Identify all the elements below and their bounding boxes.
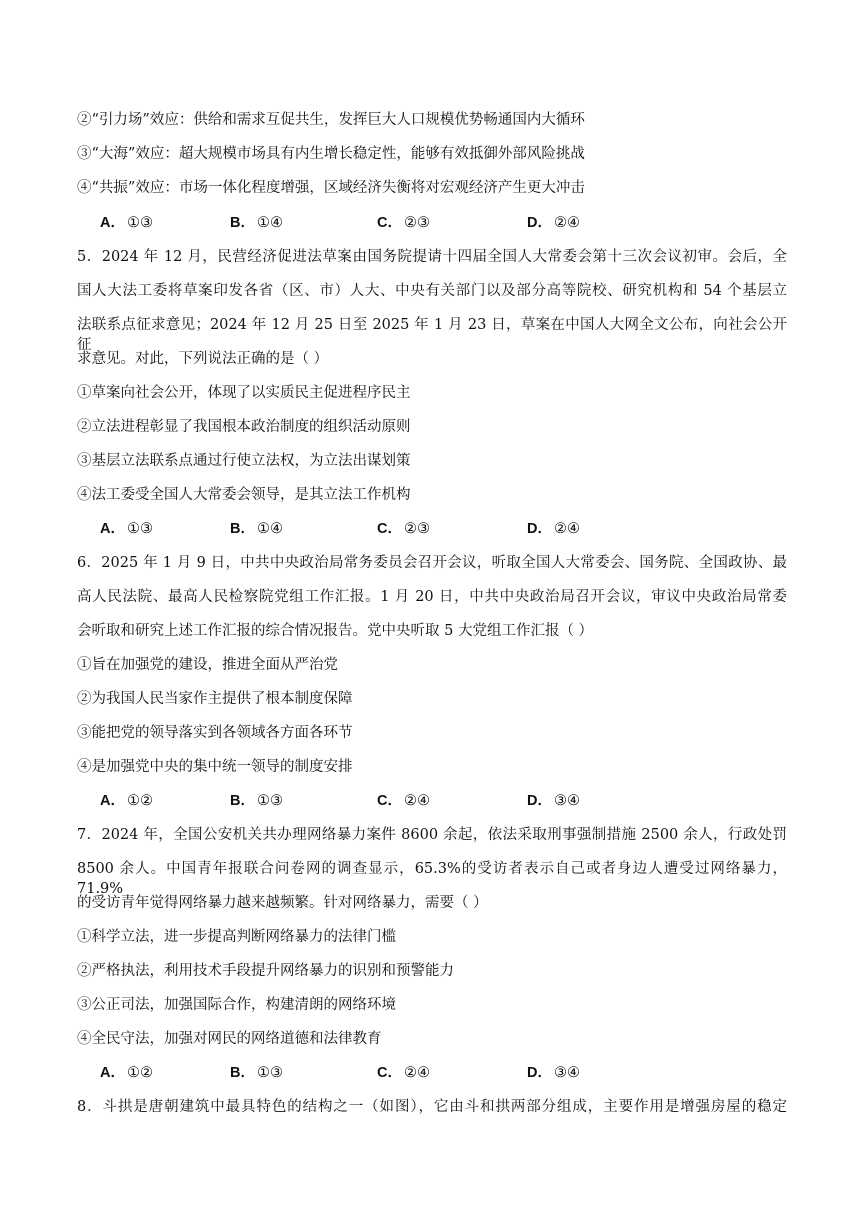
q5-statement-3: ③基层立法联系点通过行使立法权，为立法出谋划策 [77,453,411,469]
q6-statement-2: ②为我国人民当家作主提供了根本制度保障 [77,691,353,707]
q6-stem-line-1: 6．2025 年 1 月 9 日，中共中央政治局常务委员会召开会议，听取全国人大常委会、国务院、全国政协、最 [77,555,787,571]
q5-option-b[interactable]: B． ①④ [230,521,283,537]
q6-options [100,791,700,811]
q7-options [100,1063,700,1083]
q4-option-c[interactable]: C． ②③ [377,215,430,231]
q7-option-b[interactable]: B． ①③ [230,1065,283,1081]
q4-statement-4: ④“共振”效应：市场一体化程度增强，区域经济失衡将对宏观经济产生更大冲击 [77,180,585,196]
q6-option-b[interactable]: B． ①③ [230,793,283,809]
q4-statement-2: ②“引力场”效应：供给和需求互促共生，发挥巨大人口规模优势畅通国内大循环 [77,112,585,128]
q6-statement-4: ④是加强党中央的集中统一领导的制度安排 [77,759,353,775]
q5-option-a[interactable]: A． ①③ [100,521,153,537]
q4-statement-3: ③“大海”效应：超大规模市场具有内生增长稳定性，能够有效抵御外部风险挑战 [77,146,585,162]
q7-option-a[interactable]: A． ①② [100,1065,153,1081]
q6-stem-line-2: 高人民法院、最高人民检察院党组工作汇报。1 月 20 日，中共中央政治局召开会议，审议中央政治局常委 [77,589,787,605]
q6-option-d[interactable]: D． ③④ [527,793,580,809]
q5-stem-line-1: 5．2024 年 12 月，民营经济促进法草案由国务院提请十四届全国人大常委会第十三次会议初审。会后，全 [77,249,787,265]
q7-statement-1: ①科学立法，进一步提高判断网络暴力的法律门槛 [77,929,396,945]
q5-stem-line-3: 法联系点征求意见；2024 年 12 月 25 日至 2025 年 1 月 23 日，草案在中国人大网全文公布，向社会公开征 [77,317,787,353]
q7-option-d[interactable]: D． ③④ [527,1065,580,1081]
q5-stem-line-4: 求意见。对此，下列说法正确的是（ ） [77,351,329,367]
q5-options [100,519,700,539]
q8-stem-line-1: 8．斗拱是唐朝建筑中最具特色的结构之一（如图），它由斗和拱两部分组成，主要作用是增强房屋的稳定 [77,1099,787,1115]
q5-statement-2: ②立法进程彰显了我国根本政治制度的组织活动原则 [77,419,411,435]
q7-stem-line-1: 7．2024 年，全国公安机关共办理网络暴力案件 8600 余起，依法采取刑事强制措施 2500 余人，行政处罚 [77,827,787,843]
q7-stem-line-3: 的受访青年觉得网络暴力越来越频繁。针对网络暴力，需要（ ） [77,895,488,911]
q4-option-b[interactable]: B． ①④ [230,215,283,231]
q4-option-d[interactable]: D． ②④ [527,215,580,231]
q7-statement-3: ③公正司法，加强国际合作，构建清朗的网络环境 [77,997,396,1013]
q6-option-c[interactable]: C． ②④ [377,793,430,809]
q5-statement-1: ①草案向社会公开，体现了以实质民主促进程序民主 [77,385,411,401]
q7-statement-4: ④全民守法，加强对网民的网络道德和法律教育 [77,1031,382,1047]
q7-stem-line-2: 8500 余人。中国青年报联合问卷网的调查显示，65.3%的受访者表示自己或者身边人遭受过网络暴力，71.9% [77,861,787,897]
q6-statement-1: ①旨在加强党的建设，推进全面从严治党 [77,657,338,673]
q4-options [100,213,700,233]
q4-option-a[interactable]: A． ①③ [100,215,153,231]
q7-option-c[interactable]: C． ②④ [377,1065,430,1081]
q6-option-a[interactable]: A． ①② [100,793,153,809]
q6-statement-3: ③能把党的领导落实到各领域各方面各环节 [77,725,353,741]
q5-option-d[interactable]: D． ②④ [527,521,580,537]
q5-statement-4: ④法工委受全国人大常委会领导，是其立法工作机构 [77,487,411,503]
q5-stem-line-2: 国人大法工委将草案印发各省（区、市）人大、中央有关部门以及部分高等院校、研究机构和 54 个基层立 [77,283,787,299]
q7-statement-2: ②严格执法，利用技术手段提升网络暴力的识别和预警能力 [77,963,454,979]
q6-stem-line-3: 会听取和研究上述工作汇报的综合情况报告。党中央听取 5 大党组工作汇报（ ） [77,623,594,639]
q5-option-c[interactable]: C． ②③ [377,521,430,537]
